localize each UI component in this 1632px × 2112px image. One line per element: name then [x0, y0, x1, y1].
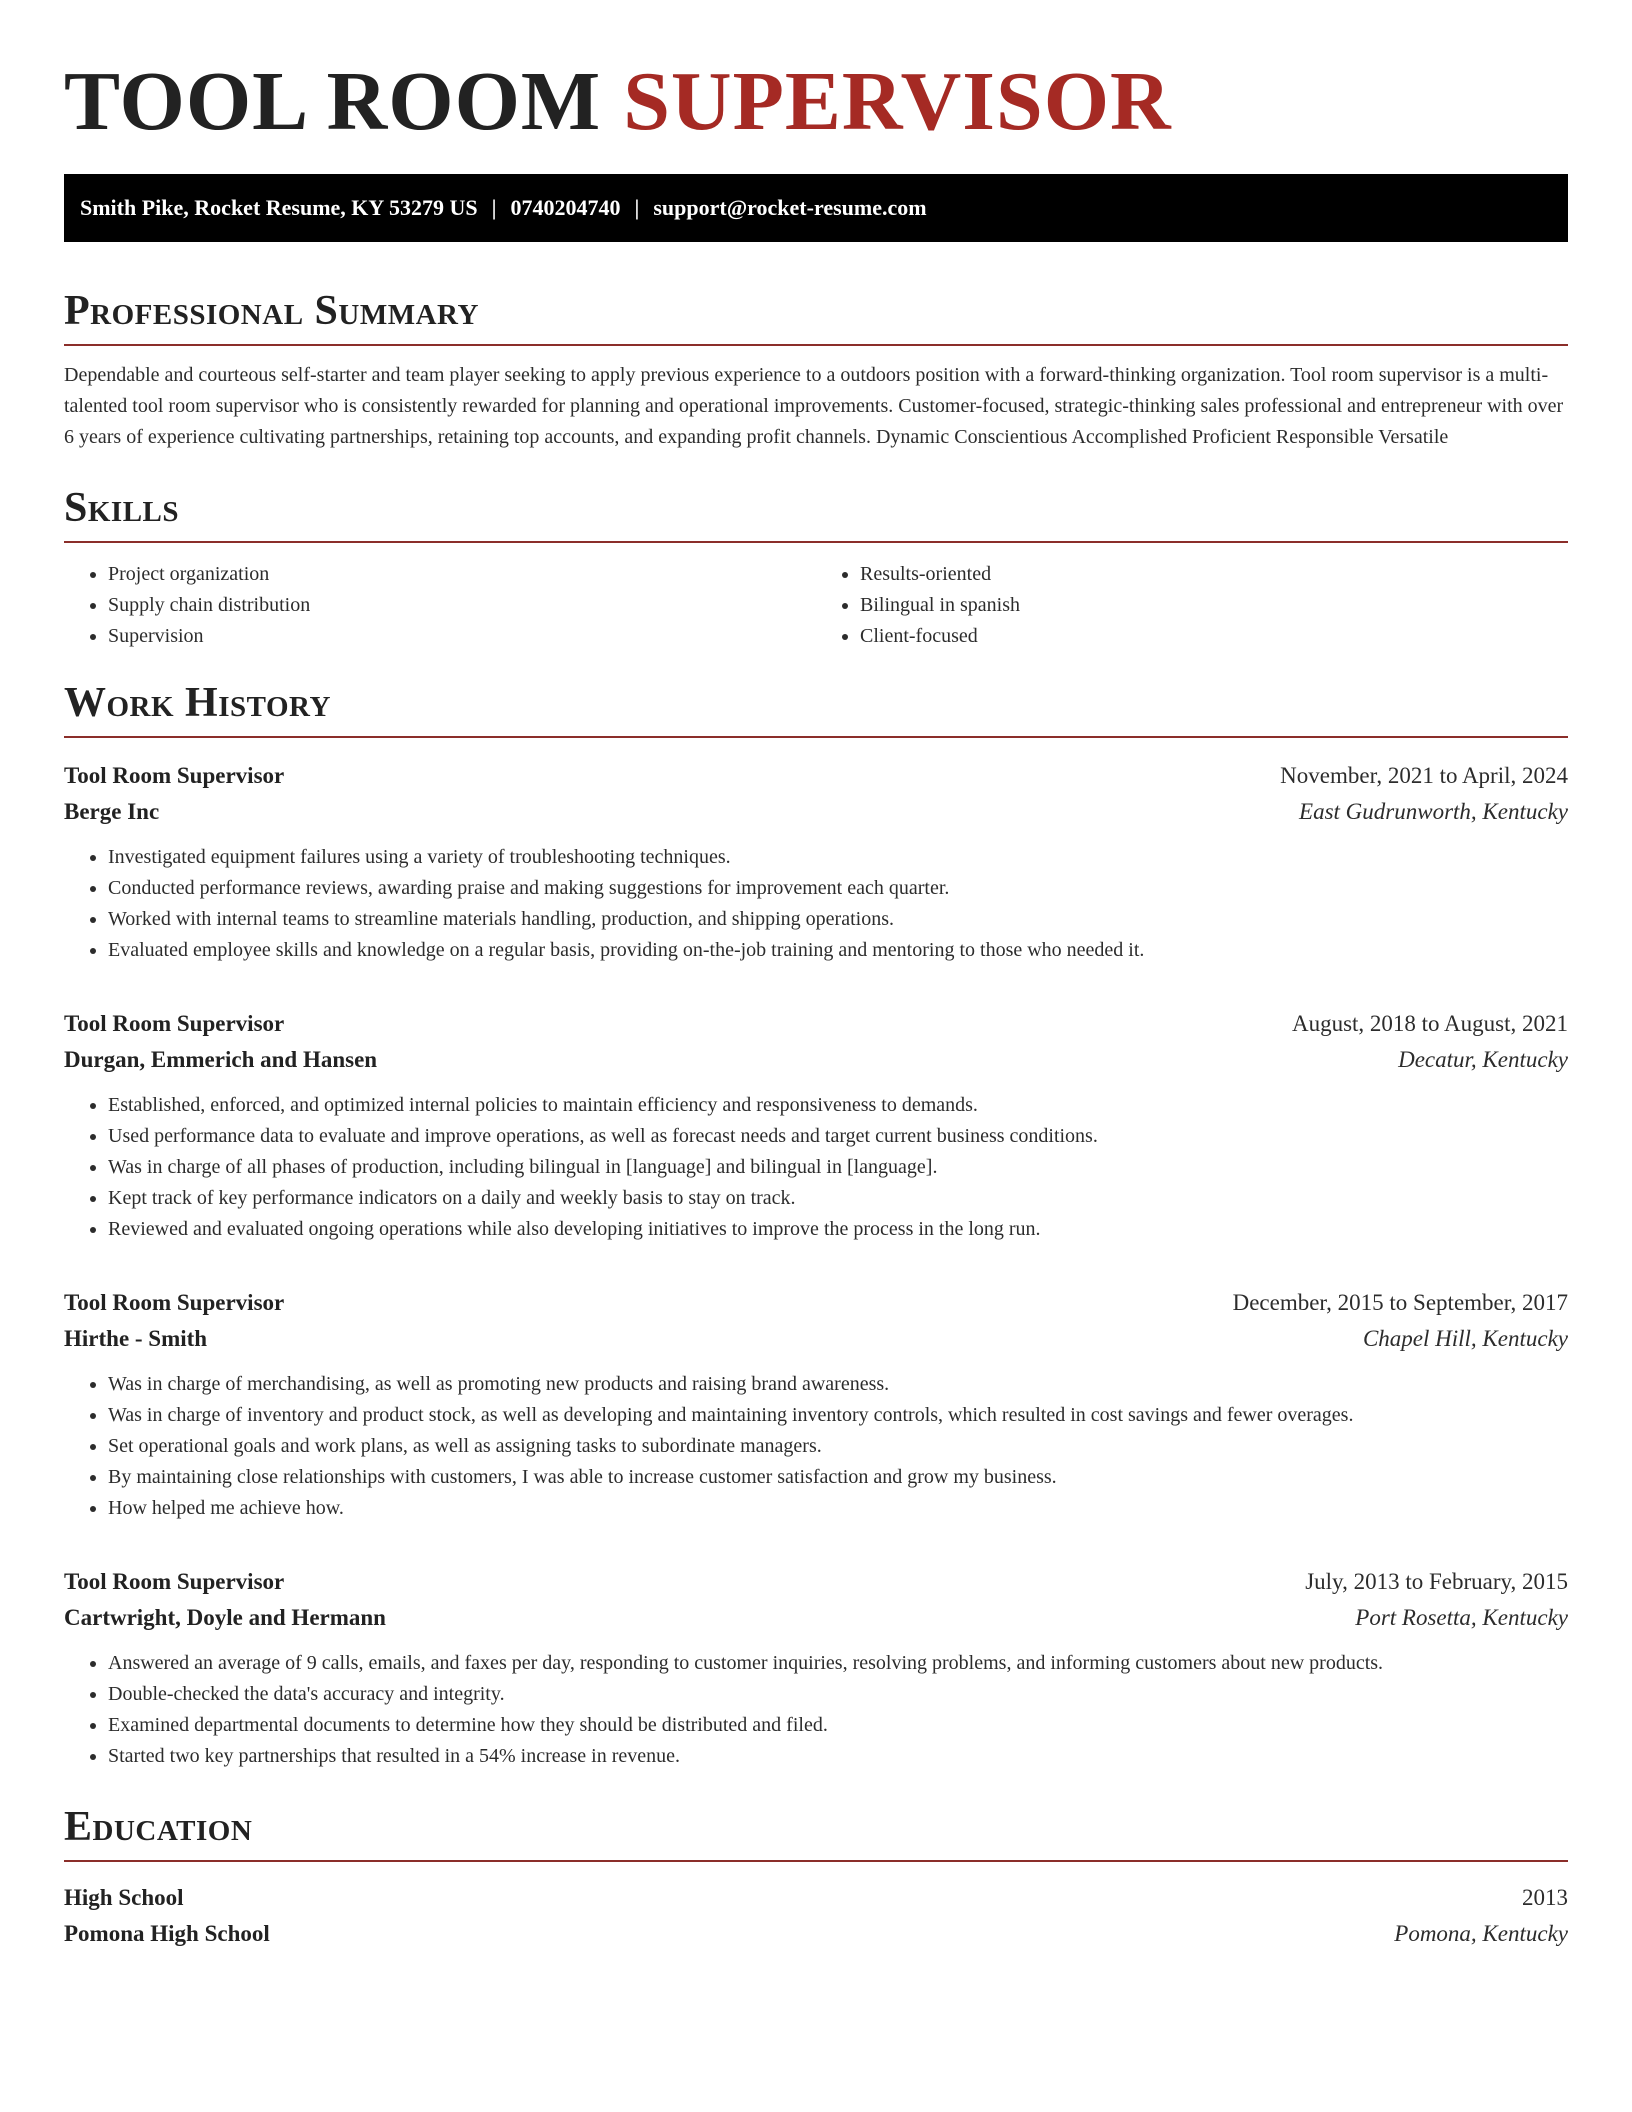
job-entry [64, 758, 1568, 966]
title-main: TOOL ROOM [64, 55, 602, 148]
job-title: Tool Room Supervisor [64, 763, 285, 788]
job-bullet: • Worked with internal teams to streamline materials handling, production, and shipping operations. [108, 904, 1568, 935]
education-degree: High School [64, 1885, 184, 1910]
job-bullet: • By maintaining close relationships with customers, I was able to increase customer satisfaction and grow my business. [108, 1462, 1568, 1493]
job-dates: July, 2013 to February, 2015 [1305, 1569, 1568, 1594]
job-title-row [64, 1285, 1568, 1321]
job-bullet: • Was in charge of all phases of production, including bilingual in [language] and bilingual in [language]. [108, 1152, 1568, 1183]
education-location: Pomona, Kentucky [1394, 1921, 1568, 1946]
education-school: Pomona High School [64, 1921, 270, 1946]
job-bullets [64, 1648, 1568, 1772]
job-company-row [64, 1600, 1568, 1636]
job-company: Berge Inc [64, 799, 160, 824]
skill-item: • Project organization [108, 559, 816, 590]
contact-address: Smith Pike, Rocket Resume, KY 53279 US [80, 195, 478, 220]
education-degree-row [64, 1880, 1568, 1916]
skills-section [64, 483, 1568, 652]
job-bullet: • Established, enforced, and optimized internal policies to maintain efficiency and responsiveness to demands. [108, 1090, 1568, 1121]
job-location: Chapel Hill, Kentucky [1362, 1326, 1568, 1351]
job-bullet: • Started two key partnerships that resulted in a 54% increase in revenue. [108, 1741, 1568, 1772]
skills-list-right [816, 559, 1568, 652]
skills-list-left [64, 559, 816, 652]
skill-item: • Bilingual in spanish [860, 590, 1568, 621]
skill-item: • Results-oriented [860, 559, 1568, 590]
work-history-heading: Work History [64, 678, 1568, 738]
job-title-row [64, 1564, 1568, 1600]
contact-email: support@rocket-resume.com [653, 195, 927, 220]
job-company-row [64, 794, 1568, 830]
job-company-row [64, 1042, 1568, 1078]
contact-separator: | [491, 195, 497, 220]
job-bullet: • Used performance data to evaluate and improve operations, as well as forecast needs and target current business conditions. [108, 1121, 1568, 1152]
job-bullet: • Conducted performance reviews, awarding praise and making suggestions for improvement each quarter. [108, 873, 1568, 904]
job-location: East Gudrunworth, Kentucky [1299, 799, 1568, 824]
job-bullet: • Kept track of key performance indicators on a daily and weekly basis to stay on track. [108, 1183, 1568, 1214]
skills-columns [64, 559, 1568, 652]
skill-item: • Supervision [108, 621, 816, 652]
job-bullet: • Was in charge of merchandising, as well as promoting new products and raising brand awareness. [108, 1369, 1568, 1400]
job-title: Tool Room Supervisor [64, 1011, 285, 1036]
job-bullet: • Examined departmental documents to determine how they should be distributed and filed. [108, 1710, 1568, 1741]
summary-text: Dependable and courteous self-starter and team player seeking to apply previous experience to a outdoors position with a forward-thinking organization. Tool room supervisor is a multi-talented tool room supervisor who is consistently rewarded for planning and operational improvements. Customer-focused, strategic-thinking sales professional and entrepreneur with over 6 years of experience cultivating partnerships, retaining top accounts, and expanding profit channels. Dynamic Conscientious Accomplished Proficient Responsible Versatile [64, 364, 1564, 448]
job-bullet: • Was in charge of inventory and product stock, as well as developing and maintaining inventory controls, which resulted in cost savings and fewer overages. [108, 1400, 1568, 1431]
contact-phone: 0740204740 [510, 195, 621, 220]
job-bullets [64, 842, 1568, 966]
contact-separator: | [634, 195, 640, 220]
education-year: 2013 [1522, 1885, 1568, 1910]
job-company: Durgan, Emmerich and Hansen [64, 1047, 378, 1072]
job-title: Tool Room Supervisor [64, 1569, 285, 1594]
resume-title [64, 52, 1568, 152]
contact-bar [64, 174, 1568, 242]
summary-section [64, 286, 1568, 453]
job-dates: December, 2015 to September, 2017 [1232, 1290, 1568, 1315]
job-bullet: • Evaluated employee skills and knowledge on a regular basis, providing on-the-job training and mentoring to those who needed it. [108, 935, 1568, 966]
skill-item: • Client-focused [860, 621, 1568, 652]
job-entry [64, 1285, 1568, 1524]
job-company-row [64, 1321, 1568, 1357]
job-bullets [64, 1369, 1568, 1524]
job-bullet: • How helped me achieve how. [108, 1493, 1568, 1524]
job-title-row [64, 1006, 1568, 1042]
job-title-row [64, 758, 1568, 794]
job-bullet: • Double-checked the data's accuracy and integrity. [108, 1679, 1568, 1710]
education-school-row [64, 1916, 1568, 1952]
title-accent: SUPERVISOR [623, 55, 1172, 148]
job-bullets [64, 1090, 1568, 1245]
job-title: Tool Room Supervisor [64, 1290, 285, 1315]
education-entry [64, 1880, 1568, 1952]
skill-item: • Supply chain distribution [108, 590, 816, 621]
job-location: Decatur, Kentucky [1398, 1047, 1568, 1072]
job-company: Hirthe - Smith [64, 1326, 208, 1351]
skills-heading: Skills [64, 483, 1568, 543]
education-heading: Education [64, 1802, 1568, 1862]
job-bullet: • Investigated equipment failures using a variety of troubleshooting techniques. [108, 842, 1568, 873]
job-company: Cartwright, Doyle and Hermann [64, 1605, 386, 1630]
work-history-section [64, 678, 1568, 1772]
job-bullet: • Set operational goals and work plans, as well as assigning tasks to subordinate managers. [108, 1431, 1568, 1462]
job-bullet: • Answered an average of 9 calls, emails, and faxes per day, responding to customer inquiries, resolving problems, and informing customers about new products. [108, 1648, 1568, 1679]
job-location: Port Rosetta, Kentucky [1355, 1605, 1568, 1630]
job-entry [64, 1564, 1568, 1772]
job-bullet: • Reviewed and evaluated ongoing operations while also developing initiatives to improve the process in the long run. [108, 1214, 1568, 1245]
job-dates: November, 2021 to April, 2024 [1280, 763, 1568, 788]
summary-heading: Professional Summary [64, 286, 1568, 346]
education-section [64, 1802, 1568, 1952]
job-dates: August, 2018 to August, 2021 [1291, 1011, 1568, 1036]
job-entry [64, 1006, 1568, 1245]
